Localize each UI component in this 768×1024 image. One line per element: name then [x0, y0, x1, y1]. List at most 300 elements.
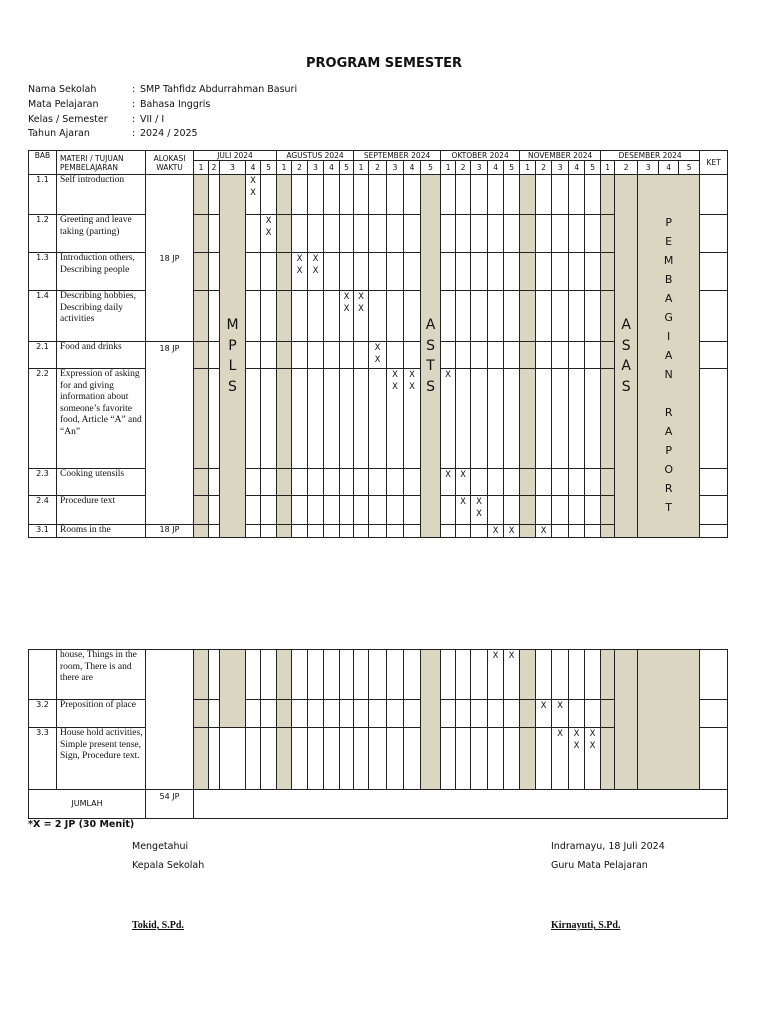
week-cell: [308, 469, 324, 496]
week-cell: [585, 291, 601, 342]
total-value: 54 JP: [159, 792, 180, 801]
week-cell: [569, 700, 585, 728]
week-cell: [324, 728, 340, 790]
bab-number: 2.3: [36, 469, 49, 478]
week-cell: [308, 496, 324, 525]
week-cell: [404, 496, 421, 525]
week-cell: [277, 291, 292, 342]
week-cell: [536, 291, 552, 342]
x-mark: X: [508, 651, 515, 661]
week-cell: [209, 496, 220, 525]
footnote: *X = 2 JP (30 Menit): [28, 819, 135, 830]
week-cell: [569, 253, 585, 291]
x-mark: X X: [374, 343, 381, 365]
header-row: [29, 151, 728, 161]
info-label: Tahun Ajaran: [28, 128, 90, 139]
week-cell: [209, 728, 220, 790]
week-cell: [308, 700, 324, 728]
week-cell: [324, 469, 340, 496]
vertical-letter: N: [664, 368, 673, 381]
week-number: 4: [659, 161, 679, 175]
x-mark: X: [540, 701, 547, 711]
vertical-letter: M: [663, 254, 674, 267]
week-cell: [404, 469, 421, 496]
week-number: 1: [601, 161, 615, 175]
week-cell: [246, 342, 261, 369]
week-cell: [277, 728, 292, 790]
week-cell: [585, 525, 601, 538]
week-cell: [246, 700, 261, 728]
week-cell: [354, 175, 369, 215]
week-cell: [261, 469, 277, 496]
week-cell: [340, 291, 354, 342]
x-mark: X X: [573, 729, 580, 751]
week-cell: [601, 525, 615, 538]
week-cell: [324, 369, 340, 469]
week-cell: [520, 253, 536, 291]
week-cell: [220, 728, 246, 790]
bab-number: 2.4: [36, 496, 49, 505]
week-number: 1: [277, 161, 292, 175]
week-cell: [536, 650, 552, 700]
alokasi-cell: [146, 650, 194, 790]
week-cell: [471, 469, 488, 496]
ket-cell: [700, 469, 728, 496]
sign-left-line1: Mengetahui: [132, 841, 189, 852]
week-cell: [324, 700, 340, 728]
week-cell: [261, 369, 277, 469]
vertical-letter: T: [665, 501, 673, 514]
total-value-cell: [146, 790, 194, 819]
week-cell: [246, 496, 261, 525]
week-cell: [441, 291, 456, 342]
week-number: 2: [536, 161, 552, 175]
info-label: Kelas / Semester: [28, 114, 108, 125]
week-cell: [194, 496, 209, 525]
week-cell: [601, 215, 615, 253]
week-cell: [324, 253, 340, 291]
week-cell: [354, 253, 369, 291]
week-cell: [209, 175, 220, 215]
week-cell: [340, 525, 354, 538]
week-cell: [387, 369, 404, 469]
week-cell: [520, 342, 536, 369]
week-cell: [324, 525, 340, 538]
week-cell: [308, 215, 324, 253]
week-cell: [277, 650, 292, 700]
week-cell: [504, 469, 520, 496]
materi-text: Food and drinks: [60, 342, 122, 352]
week-cell: [324, 650, 340, 700]
week-cell: [354, 525, 369, 538]
week-cell: [488, 369, 504, 469]
week-cell: [601, 369, 615, 469]
week-cell: [552, 253, 569, 291]
bab-cell: [29, 253, 57, 291]
x-mark: X X: [312, 254, 319, 276]
week-cell: [324, 342, 340, 369]
week-cell: [369, 215, 387, 253]
week-cell: [441, 496, 456, 525]
x-mark: X X: [392, 370, 398, 392]
x-mark: X X: [589, 729, 596, 751]
ket-cell: [700, 369, 728, 469]
week-cell: [261, 700, 277, 728]
week-cell: [292, 342, 308, 369]
week-number: 4: [569, 161, 585, 175]
week-cell: [369, 700, 387, 728]
info-separator: :: [132, 128, 136, 139]
week-cell: [324, 175, 340, 215]
x-mark: X X: [250, 176, 256, 198]
week-cell: [488, 342, 504, 369]
week-cell: [456, 215, 471, 253]
week-cell: [292, 469, 308, 496]
week-cell: [456, 650, 471, 700]
week-cell: [292, 728, 308, 790]
table-row: [29, 175, 728, 215]
week-cell: [246, 650, 261, 700]
vertical-letter: S: [621, 378, 631, 395]
week-cell: [292, 650, 308, 700]
week-cell: [552, 525, 569, 538]
week-cell: [569, 369, 585, 469]
week-cell: [504, 291, 520, 342]
week-cell: [471, 369, 488, 469]
week-cell: [441, 728, 456, 790]
week-cell: [354, 496, 369, 525]
week-cell: [552, 175, 569, 215]
materi-cell: [57, 253, 146, 291]
vertical-letter: A: [664, 292, 673, 305]
week-cell: [308, 650, 324, 700]
week-number: 3: [552, 161, 569, 175]
week-number: 3: [308, 161, 324, 175]
week-number: 1: [194, 161, 209, 175]
week-cell: [585, 253, 601, 291]
week-cell: [369, 253, 387, 291]
info-label: Mata Pelajaran: [28, 99, 99, 110]
week-cell: [354, 700, 369, 728]
bab-cell: [29, 650, 57, 700]
x-mark: X X: [343, 292, 350, 314]
week-cell: [261, 215, 277, 253]
week-cell: [387, 650, 404, 700]
ket-cell: [700, 215, 728, 253]
week-cell: [369, 650, 387, 700]
principal-name: Tokid, S.Pd.: [132, 920, 184, 931]
week-cell: [194, 175, 209, 215]
ket-cell: [700, 175, 728, 215]
week-cell: [456, 342, 471, 369]
week-cell: [585, 700, 601, 728]
week-cell: [194, 215, 209, 253]
week-cell: [504, 728, 520, 790]
week-cell: [585, 728, 601, 790]
week-cell: [292, 215, 308, 253]
bab-number: 2.2: [36, 369, 49, 378]
week-cell: [488, 253, 504, 291]
week-number: 4: [324, 161, 340, 175]
vertical-letter: P: [228, 337, 237, 354]
ket-cell: [700, 728, 728, 790]
week-cell: [601, 175, 615, 215]
x-mark: X: [492, 651, 499, 661]
week-cell: [569, 291, 585, 342]
week-cell: [209, 469, 220, 496]
week-cell: [261, 496, 277, 525]
week-cell: [340, 650, 354, 700]
vertical-letter: M: [226, 317, 239, 333]
materi-text: Procedure text: [60, 496, 116, 506]
table-row: [29, 650, 728, 700]
week-cell: [441, 342, 456, 369]
x-mark: X: [460, 497, 466, 507]
week-number: 2: [615, 161, 638, 175]
x-mark: X: [508, 526, 515, 536]
week-cell: [387, 175, 404, 215]
week-cell: [504, 369, 520, 469]
bab-cell: [29, 215, 57, 253]
x-mark: X X: [296, 254, 303, 276]
week-cell: [387, 525, 404, 538]
vertical-letter: S: [621, 337, 631, 354]
week-cell: [404, 215, 421, 253]
materi-text: Describing hobbies, Describing daily activities: [60, 291, 136, 324]
x-mark: X: [445, 470, 451, 480]
week-cell: [404, 291, 421, 342]
week-number: 1: [354, 161, 369, 175]
week-cell: [456, 525, 471, 538]
week-cell: [552, 650, 569, 700]
week-cell: [488, 175, 504, 215]
vertical-letter: I: [667, 330, 671, 343]
week-cell: [369, 175, 387, 215]
vertical-letter: T: [426, 358, 435, 374]
week-number: 2: [369, 161, 387, 175]
week-cell: [246, 728, 261, 790]
info-value: SMP Tahfidz Abdurrahman Basuri: [140, 84, 298, 95]
week-cell: [404, 342, 421, 369]
week-cell: [369, 496, 387, 525]
vertical-letter: P: [665, 216, 672, 229]
sign-right-line2: Guru Mata Pelajaran: [551, 860, 648, 871]
week-cell: [340, 700, 354, 728]
week-cell: [308, 175, 324, 215]
week-cell: [441, 650, 456, 700]
bab-cell: [29, 291, 57, 342]
week-cell: [536, 525, 552, 538]
week-cell: [404, 650, 421, 700]
week-cell: [404, 728, 421, 790]
week-cell: [340, 175, 354, 215]
info-separator: :: [132, 99, 136, 110]
week-cell: [261, 525, 277, 538]
bab-cell: [29, 369, 57, 469]
week-cell: [601, 291, 615, 342]
week-cell: [488, 700, 504, 728]
week-cell: [308, 728, 324, 790]
week-cell: [387, 728, 404, 790]
week-cell: [209, 342, 220, 369]
week-cell: [308, 525, 324, 538]
week-cell: [261, 728, 277, 790]
week-cell: [520, 700, 536, 728]
week-number: 1: [441, 161, 456, 175]
week-cell: [404, 369, 421, 469]
week-cell: [520, 469, 536, 496]
semester-program-table-continued: [28, 649, 728, 819]
bab-number: 2.1: [36, 342, 49, 351]
week-cell: [387, 700, 404, 728]
week-number: 2: [292, 161, 308, 175]
week-cell: [194, 342, 209, 369]
alokasi-value: 18 JP: [159, 525, 180, 534]
week-cell: [536, 496, 552, 525]
week-cell: [488, 291, 504, 342]
sign-left-line2: Kepala Sekolah: [132, 860, 205, 871]
week-cell: [585, 650, 601, 700]
week-cell: [209, 525, 220, 538]
week-cell: [552, 728, 569, 790]
vertical-letter: A: [664, 425, 673, 438]
week-cell: [601, 469, 615, 496]
week-cell: [488, 650, 504, 700]
materi-text: Self introduction: [60, 175, 125, 185]
info-separator: :: [132, 84, 136, 95]
week-cell: [387, 253, 404, 291]
bab-number: 1.4: [36, 291, 49, 300]
week-cell: [194, 253, 209, 291]
ket-cell: [700, 496, 728, 525]
ket-cell: [700, 342, 728, 369]
month-header: AGUSTUS 2024: [277, 151, 354, 161]
week-cell: [552, 700, 569, 728]
vertical-letter: A: [621, 317, 631, 333]
week-cell: [601, 650, 615, 700]
week-cell: [246, 369, 261, 469]
asts-label: [421, 175, 441, 538]
x-mark: X X: [476, 497, 482, 519]
week-cell: [441, 253, 456, 291]
week-cell: [504, 253, 520, 291]
week-cell: [194, 291, 209, 342]
week-cell: [246, 253, 261, 291]
bab-number: 1.3: [36, 253, 49, 262]
week-cell: [456, 496, 471, 525]
week-cell: [552, 291, 569, 342]
materi-text: house, Things in the room, There is and there are: [60, 650, 137, 683]
vertical-letter: A: [621, 358, 631, 374]
week-cell: [569, 469, 585, 496]
week-cell: [520, 728, 536, 790]
week-cell: [520, 291, 536, 342]
week-cell: [324, 291, 340, 342]
week-cell: [369, 728, 387, 790]
week-cell: [601, 700, 615, 728]
bab-number: 3.2: [36, 700, 49, 709]
week-number: 4: [246, 161, 261, 175]
week-cell: [601, 342, 615, 369]
vertical-letter: O: [664, 463, 673, 476]
week-cell: [292, 525, 308, 538]
week-number: 3: [471, 161, 488, 175]
week-cell: [569, 215, 585, 253]
materi-cell: [57, 700, 146, 728]
vertical-letter: S: [426, 337, 435, 354]
month-header: SEPTEMBER 2024: [354, 151, 441, 161]
week-cell: [261, 175, 277, 215]
week-cell: [261, 253, 277, 291]
week-cell: [209, 291, 220, 342]
week-cell: [536, 700, 552, 728]
week-cell: [488, 215, 504, 253]
total-label: [29, 790, 146, 819]
week-cell: [209, 253, 220, 291]
week-cell: [369, 342, 387, 369]
week-cell: [456, 291, 471, 342]
week-cell: [277, 496, 292, 525]
month-header: JULI 2024: [194, 151, 277, 161]
week-cell: [369, 369, 387, 469]
asas-label: [615, 175, 638, 538]
materi-cell: [57, 496, 146, 525]
week-cell: [441, 215, 456, 253]
week-cell: [488, 469, 504, 496]
teacher-name: Kirnayuti, S.Pd.: [551, 920, 621, 931]
materi-cell: [57, 175, 146, 215]
materi-text: Cooking utensils: [60, 469, 125, 479]
week-cell: [369, 525, 387, 538]
week-cell: [520, 525, 536, 538]
x-mark: X: [557, 701, 563, 711]
week-cell: [520, 650, 536, 700]
bab-cell: [29, 525, 57, 538]
week-cell: [354, 369, 369, 469]
week-cell: [194, 525, 209, 538]
materi-text: Expression of asking for and giving information about someone’s favorite food, Article “A” and “An”: [60, 369, 142, 437]
vertical-letter: R: [664, 406, 673, 419]
week-cell: [308, 342, 324, 369]
week-cell: [340, 342, 354, 369]
week-cell: [369, 469, 387, 496]
header-bab: BAB: [29, 151, 57, 175]
week-cell: [488, 728, 504, 790]
month-header: NOVEMBER 2024: [520, 151, 601, 161]
week-cell: [277, 253, 292, 291]
week-cell: [209, 650, 220, 700]
week-cell: [292, 496, 308, 525]
week-cell: [569, 650, 585, 700]
materi-text: Rooms in the: [60, 525, 111, 535]
week-cell: [456, 728, 471, 790]
week-cell: [471, 342, 488, 369]
week-number: 2: [456, 161, 471, 175]
ket-cell: [700, 291, 728, 342]
week-cell: [292, 291, 308, 342]
vertical-letter: G: [664, 311, 673, 324]
week-cell: [340, 215, 354, 253]
week-cell: [536, 342, 552, 369]
week-cell: [536, 369, 552, 469]
alokasi-cell: [146, 175, 194, 342]
week-number: 5: [340, 161, 354, 175]
vertical-letter: A: [425, 317, 436, 333]
bab-number: 1.1: [36, 175, 49, 184]
bab-cell: [29, 496, 57, 525]
vertical-letter: S: [228, 378, 237, 395]
week-cell: [569, 175, 585, 215]
